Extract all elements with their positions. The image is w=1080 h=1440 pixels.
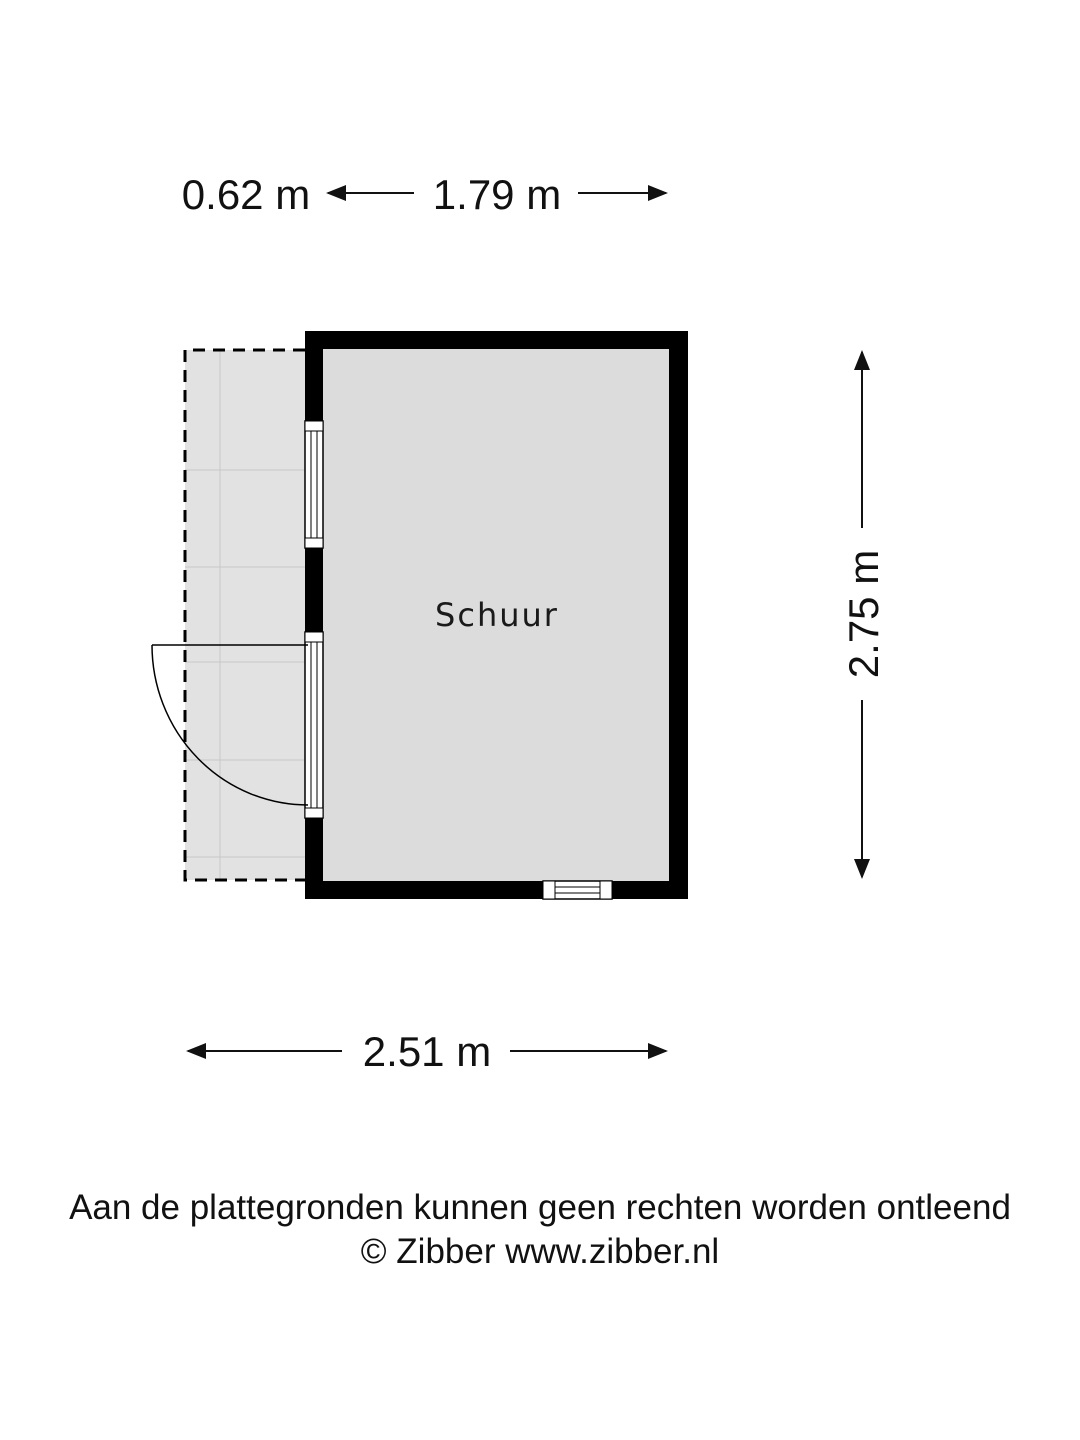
window-left-upper (305, 421, 323, 548)
room-label: Schuur (435, 596, 559, 634)
footer-disclaimer: Aan de plattegronden kunnen geen rechten worden ontleend (69, 1188, 1011, 1227)
terrace-area (185, 350, 305, 880)
dimension-right (840, 352, 887, 877)
dimension-bottom (188, 1028, 666, 1075)
dimension-right-label: 2.75 m (840, 549, 887, 679)
window-bottom (543, 881, 612, 899)
dimension-top-main-label: 1.79 m (432, 171, 562, 218)
dimension-bottom-label: 2.51 m (362, 1028, 492, 1075)
footer-copyright: © Zibber www.zibber.nl (360, 1232, 720, 1271)
dimension-top-left-label: 0.62 m (181, 171, 311, 218)
dimension-top (182, 171, 666, 218)
door-glazing (305, 632, 323, 818)
